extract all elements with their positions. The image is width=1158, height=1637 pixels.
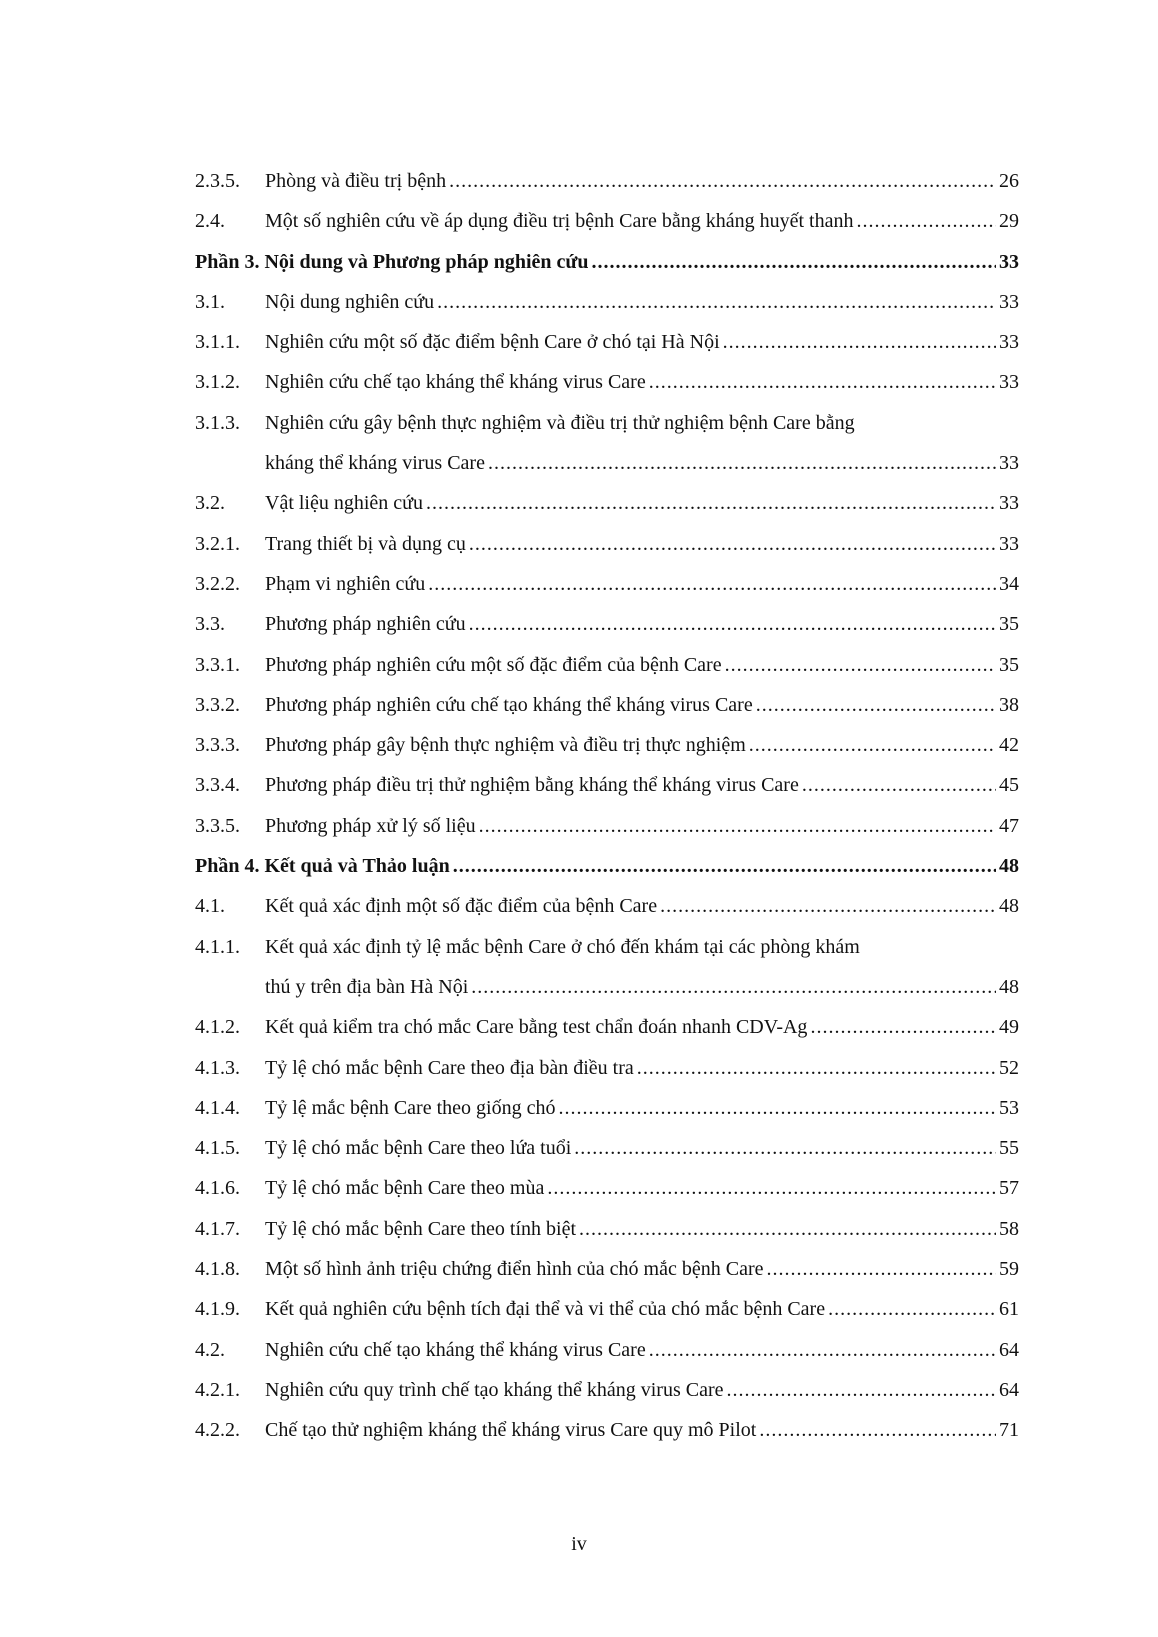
toc-entry[interactable] — [195, 1330, 1019, 1370]
toc-entry-title: Tỷ lệ chó mắc bệnh Care theo mùa — [265, 1177, 545, 1200]
toc-entry-title: Tỷ lệ chó mắc bệnh Care theo lứa tuổi — [265, 1137, 572, 1160]
toc-entry[interactable] — [195, 1128, 1019, 1168]
toc-entry-number: 3.3. — [195, 613, 225, 636]
toc-leader-dots — [660, 886, 996, 926]
toc-part-title: Phần 3. Nội dung và Phương pháp nghiên cứu — [195, 250, 589, 273]
toc-leader-dots — [488, 443, 996, 483]
toc-entry-number: 2.4. — [195, 210, 225, 233]
toc-leader-dots — [547, 1168, 996, 1208]
toc-entry-title: Kết quả kiểm tra chó mắc Care bằng test chẩn đoán nhanh CDV-Ag — [265, 1016, 808, 1039]
toc-leader-dots — [592, 242, 996, 282]
toc-page-number: 33 — [999, 331, 1019, 354]
toc-entry-number: 3.2. — [195, 492, 225, 515]
toc-leader-dots — [469, 524, 996, 564]
toc-entry-title: Nghiên cứu một số đặc điểm bệnh Care ở chó tại Hà Nội — [265, 331, 720, 354]
toc-leader-dots — [437, 282, 996, 322]
toc-entry-title: Nội dung nghiên cứu — [265, 290, 435, 313]
toc-entry-number: 4.1.9. — [195, 1298, 240, 1321]
toc-page-number: 33 — [999, 452, 1019, 475]
toc-page-number: 48 — [999, 855, 1019, 878]
toc-entry[interactable] — [195, 1088, 1019, 1128]
toc-page-number: 45 — [999, 774, 1019, 797]
toc-entry-title: Tỷ lệ chó mắc bệnh Care theo địa bàn điều tra — [265, 1056, 634, 1079]
toc-entry-title: Phương pháp nghiên cứu chế tạo kháng thể kháng virus Care — [265, 693, 753, 716]
toc-entry-number: 3.3.4. — [195, 774, 240, 797]
toc-entry[interactable] — [195, 886, 1019, 926]
table-of-contents — [195, 161, 1019, 1451]
toc-entry-number: 3.1.1. — [195, 331, 240, 354]
toc-entry-title: Kết quả xác định một số đặc điểm của bệnh Care — [265, 895, 658, 918]
toc-entry[interactable] — [195, 765, 1019, 805]
toc-leader-dots — [725, 645, 996, 685]
toc-entry-title: Tỷ lệ mắc bệnh Care theo giống chó — [265, 1096, 556, 1119]
toc-entry[interactable] — [195, 161, 1019, 201]
toc-entry-number: 3.1.3. — [195, 411, 240, 434]
toc-entry-title: Phương pháp điều trị thử nghiệm bằng kháng thể kháng virus Care — [265, 774, 799, 797]
toc-part-heading[interactable] — [195, 242, 1019, 282]
toc-page-number: 33 — [999, 250, 1019, 273]
toc-page-number: 55 — [999, 1137, 1019, 1160]
toc-page-number: 52 — [999, 1056, 1019, 1079]
toc-leader-dots — [828, 1289, 996, 1329]
toc-page-number: 33 — [999, 532, 1019, 555]
toc-leader-dots — [558, 1088, 996, 1128]
toc-page-number: 57 — [999, 1177, 1019, 1200]
toc-entry[interactable] — [195, 322, 1019, 362]
toc-entry[interactable] — [195, 1410, 1019, 1450]
toc-entry-number: 3.3.2. — [195, 693, 240, 716]
toc-leader-dots — [479, 806, 996, 846]
toc-leader-dots — [802, 765, 996, 805]
toc-entry-title: Trang thiết bị và dụng cụ — [265, 532, 466, 555]
toc-page-number: 42 — [999, 734, 1019, 757]
toc-entry[interactable] — [195, 1168, 1019, 1208]
toc-part-title: Phần 4. Kết quả và Thảo luận — [195, 855, 450, 878]
toc-page-number: 33 — [999, 290, 1019, 313]
toc-entry[interactable] — [195, 604, 1019, 644]
toc-entry[interactable] — [195, 725, 1019, 765]
toc-entry-number: 4.2.2. — [195, 1419, 240, 1442]
toc-page-number: 33 — [999, 371, 1019, 394]
toc-entry[interactable] — [195, 1289, 1019, 1329]
toc-leader-dots — [759, 1410, 996, 1450]
toc-entry[interactable] — [195, 645, 1019, 685]
toc-page-number: 71 — [999, 1419, 1019, 1442]
toc-leader-dots — [767, 1249, 997, 1289]
toc-leader-dots — [749, 725, 996, 765]
toc-leader-dots — [756, 685, 996, 725]
toc-entry-title-continued: thú y trên địa bàn Hà Nội — [265, 975, 469, 998]
toc-leader-dots — [727, 1370, 997, 1410]
toc-leader-dots — [453, 846, 996, 886]
toc-entry-title: Kết quả xác định tỷ lệ mắc bệnh Care ở chó đến khám tại các phòng khám — [265, 935, 860, 958]
toc-entry-title-continued: kháng thể kháng virus Care — [265, 452, 485, 475]
toc-entry[interactable] — [195, 403, 1019, 484]
toc-entry-title: Phương pháp gây bệnh thực nghiệm và điều trị thực nghiệm — [265, 734, 746, 757]
toc-entry[interactable] — [195, 1007, 1019, 1047]
toc-leader-dots — [649, 1330, 996, 1370]
toc-leader-dots — [723, 322, 996, 362]
toc-leader-dots — [579, 1209, 996, 1249]
toc-entry[interactable] — [195, 483, 1019, 523]
toc-part-heading[interactable] — [195, 846, 1019, 886]
toc-page-number: 59 — [999, 1258, 1019, 1281]
toc-entry-number: 3.1. — [195, 290, 225, 313]
toc-entry-number: 3.1.2. — [195, 371, 240, 394]
toc-page-number: 33 — [999, 492, 1019, 515]
toc-page-number: 34 — [999, 572, 1019, 595]
toc-entry-number: 4.2. — [195, 1338, 225, 1361]
toc-page-number: 35 — [999, 613, 1019, 636]
toc-page-number: 48 — [999, 975, 1019, 998]
toc-entry-title: Kết quả nghiên cứu bệnh tích đại thể và vi thể của chó mắc bệnh Care — [265, 1298, 826, 1321]
toc-page-number: 38 — [999, 693, 1019, 716]
toc-page-number: 48 — [999, 895, 1019, 918]
toc-entry-number: 3.3.1. — [195, 653, 240, 676]
toc-entry[interactable] — [195, 524, 1019, 564]
toc-entry-number: 4.1.5. — [195, 1137, 240, 1160]
toc-leader-dots — [426, 483, 996, 523]
toc-leader-dots — [637, 1048, 996, 1088]
toc-leader-dots — [857, 201, 997, 241]
toc-page-number: 58 — [999, 1217, 1019, 1240]
toc-entry-number: 4.1. — [195, 895, 225, 918]
toc-entry[interactable] — [195, 564, 1019, 604]
toc-entry-title: Một số hình ảnh triệu chứng điển hình của chó mắc bệnh Care — [265, 1258, 764, 1281]
toc-entry-number: 4.2.1. — [195, 1378, 240, 1401]
toc-leader-dots — [810, 1007, 996, 1047]
toc-leader-dots — [471, 967, 996, 1007]
page-number: iv — [571, 1533, 587, 1555]
toc-leader-dots — [574, 1128, 996, 1168]
toc-entry-number: 3.2.2. — [195, 572, 240, 595]
toc-page-number: 64 — [999, 1338, 1019, 1361]
toc-entry-title: Phòng và điều trị bệnh — [265, 170, 447, 192]
toc-entry[interactable] — [195, 806, 1019, 846]
toc-entry-title: Nghiên cứu chế tạo kháng thể kháng virus Care — [265, 1338, 646, 1361]
toc-entry[interactable] — [195, 1249, 1019, 1289]
toc-entry[interactable] — [195, 1048, 1019, 1088]
toc-leader-dots — [649, 362, 996, 402]
toc-entry-number: 3.3.5. — [195, 814, 240, 837]
toc-page-number: 47 — [999, 814, 1019, 837]
toc-entry-title: Phương pháp nghiên cứu — [265, 613, 466, 636]
toc-entry[interactable] — [195, 927, 1019, 1008]
toc-entry[interactable] — [195, 1370, 1019, 1410]
toc-entry-title: Nghiên cứu chế tạo kháng thể kháng virus Care — [265, 371, 646, 394]
toc-entry-title: Phương pháp xử lý số liệu — [265, 814, 476, 837]
toc-page-number: 26 — [999, 170, 1019, 192]
toc-leader-dots — [449, 161, 996, 201]
toc-page-number: 29 — [999, 210, 1019, 233]
toc-leader-dots — [469, 604, 996, 644]
toc-entry-number: 4.1.7. — [195, 1217, 240, 1240]
toc-entry[interactable] — [195, 1209, 1019, 1249]
toc-page-number: 64 — [999, 1378, 1019, 1401]
toc-page-number: 35 — [999, 653, 1019, 676]
toc-entry-number: 2.3.5. — [195, 170, 240, 192]
toc-entry-number: 4.1.8. — [195, 1258, 240, 1281]
toc-entry[interactable] — [195, 362, 1019, 402]
toc-entry-title: Phạm vi nghiên cứu — [265, 572, 426, 595]
toc-page-number: 53 — [999, 1096, 1019, 1119]
toc-entry-title: Một số nghiên cứu về áp dụng điều trị bệnh Care bằng kháng huyết thanh — [265, 210, 854, 233]
toc-entry-title: Vật liệu nghiên cứu — [265, 492, 424, 515]
toc-entry[interactable] — [195, 201, 1019, 241]
toc-entry[interactable] — [195, 685, 1019, 725]
toc-entry-number: 4.1.6. — [195, 1177, 240, 1200]
toc-entry-number: 4.1.2. — [195, 1016, 240, 1039]
toc-entry-number: 4.1.3. — [195, 1056, 240, 1079]
toc-entry-title: Chế tạo thử nghiệm kháng thể kháng virus Care quy mô Pilot — [265, 1419, 757, 1442]
toc-entry-number: 4.1.4. — [195, 1096, 240, 1119]
toc-entry-title: Nghiên cứu gây bệnh thực nghiệm và điều trị thử nghiệm bệnh Care bằng — [265, 411, 855, 434]
toc-page-number: 49 — [999, 1016, 1019, 1039]
toc-leader-dots — [428, 564, 996, 604]
toc-entry-number: 3.3.3. — [195, 734, 240, 757]
toc-entry-number: 3.2.1. — [195, 532, 240, 555]
toc-entry[interactable] — [195, 282, 1019, 322]
toc-entry-number: 4.1.1. — [195, 935, 240, 958]
toc-entry-title: Tỷ lệ chó mắc bệnh Care theo tính biệt — [265, 1217, 577, 1240]
toc-entry-title: Nghiên cứu quy trình chế tạo kháng thể kháng virus Care — [265, 1378, 724, 1401]
toc-page-number: 61 — [999, 1298, 1019, 1321]
toc-entry-title: Phương pháp nghiên cứu một số đặc điểm của bệnh Care — [265, 653, 722, 676]
